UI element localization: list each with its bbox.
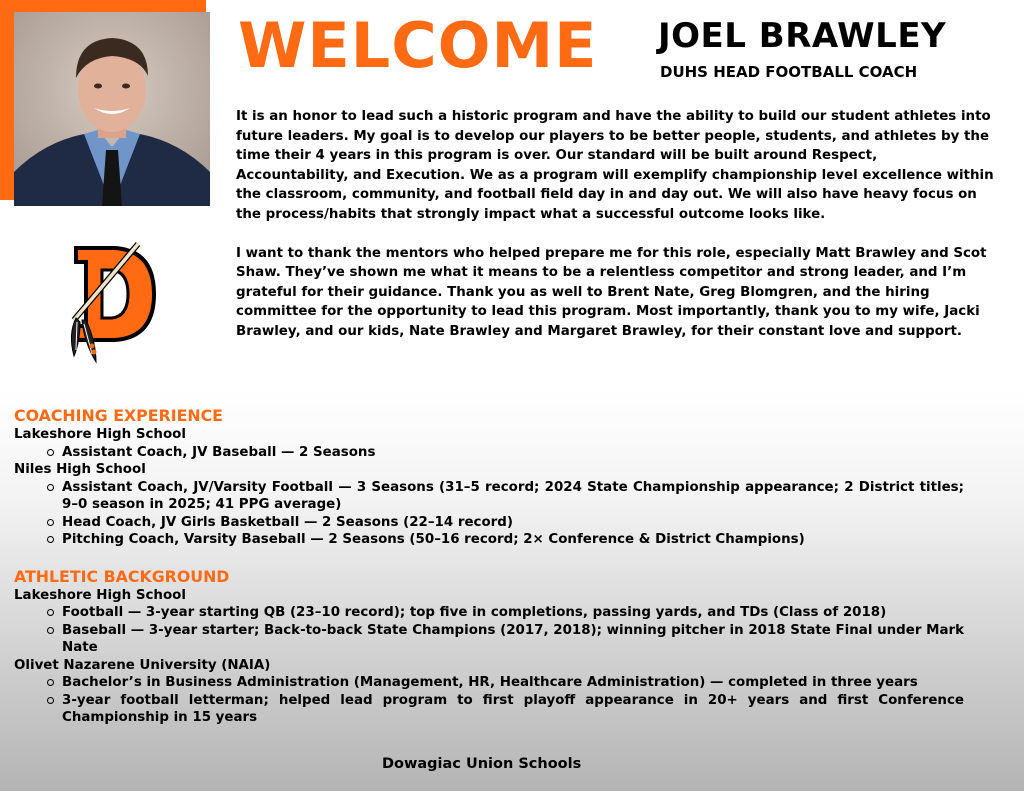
welcome-heading: WELCOME [238, 9, 598, 82]
athletic-olivet-list [14, 674, 964, 727]
coaching-experience-section [14, 406, 964, 549]
list-item: Assistant Coach, JV/Varsity Football — 3 Seasons (31–5 record; 2024 State Championship appearance; 2 District titles; 9–0 season in 2025; 41 PPG average) [62, 479, 964, 512]
coaching-org-lakeshore: Lakeshore High School [14, 427, 186, 442]
coaching-org-niles: Niles High School [14, 462, 146, 477]
list-item: Head Coach, JV Girls Basketball — 2 Seasons (22–14 record) [62, 514, 964, 532]
footer-school-name: Dowagiac Union Schools [382, 756, 582, 772]
coaching-niles-list [14, 479, 964, 549]
list-item: Baseball — 3-year starter; Back-to-back State Champions (2017, 2018); winning pitcher in 2018 State Final under Mark Nate [62, 622, 964, 655]
coach-name: JOEL BRAWLEY [658, 16, 947, 56]
coaching-experience-title: COACHING EXPERIENCE [14, 406, 223, 425]
list-item: Football — 3-year starting QB (23–10 record); top five in completions, passing yards, and TDs (Class of 2018) [62, 604, 964, 622]
list-item: Assistant Coach, JV Baseball — 2 Seasons [62, 444, 964, 462]
list-item: Bachelor’s in Business Administration (Management, HR, Healthcare Administration) — completed in three years [62, 674, 964, 692]
resume [14, 406, 964, 727]
athletic-org-olivet: Olivet Nazarene University (NAIA) [14, 657, 271, 673]
coach-role: DUHS HEAD FOOTBALL COACH [660, 63, 918, 81]
athletic-background-title: ATHLETIC BACKGROUND [14, 566, 230, 586]
list-item: Pitching Coach, Varsity Baseball — 2 Seasons (50–16 record; 2× Conference & District Champions) [62, 531, 964, 549]
athletic-background-section [14, 567, 964, 727]
athletic-org-lakeshore: Lakeshore High School [14, 587, 186, 603]
coach-portrait-photo [14, 12, 210, 206]
coaching-lakeshore-list [14, 444, 964, 462]
bio-paragraph-1: It is an honor to lead such a historic program and have the ability to build our student athletes into future leaders. My goal is to develop our players to be better people, students, and athletes by the time their 4 years in this program is over. Our standard will be built around Respect, Accountability, and Execution. We as a program will exemplify championship level excellence within the classroom, community, and football field day in and day out. We will also have heavy focus on the process/habits that strongly impact what a successful outcome looks like. [236, 109, 994, 222]
athletic-lakeshore-list [14, 604, 964, 657]
bio-paragraph-2: I want to thank the mentors who helped prepare me for this role, especially Matt Brawley and Scot Shaw. They’ve shown me what it means to be a relentless competitor and strong leader, and I’m grateful for their guidance. Thank you as well to Brent Nate, Greg Blomgren, and the hiring committee for the opportunity to lead this program. Most importantly, thank you to my wife, Jacki Brawley, and our kids, Nate Brawley and Margaret Brawley, for their constant love and support. [236, 245, 987, 339]
list-item: 3-year football letterman; helped lead program to first playoff appearance in 20+ years and first Conference Championship in 15 years [62, 692, 964, 725]
school-d-logo-icon [62, 238, 162, 374]
bio [236, 107, 994, 341]
